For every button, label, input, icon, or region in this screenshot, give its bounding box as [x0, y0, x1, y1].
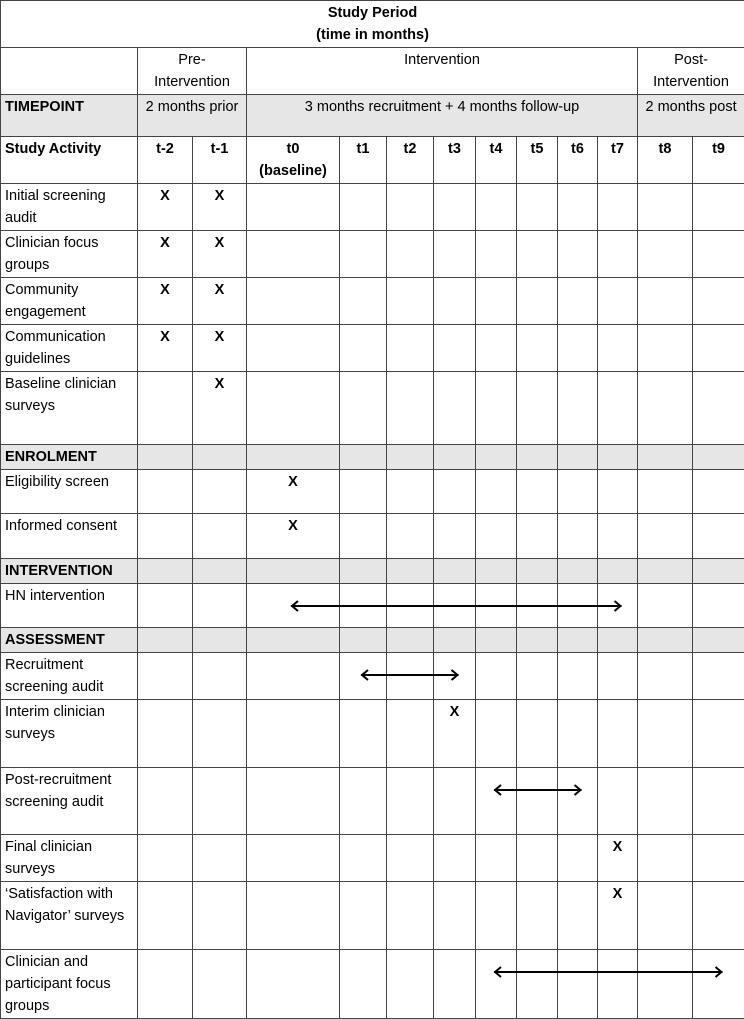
empty-cell [598, 653, 638, 700]
activity-row [1, 768, 744, 835]
column-header-row [1, 137, 744, 184]
empty-cell [517, 231, 558, 278]
activity-label [1, 514, 138, 559]
column-header-t6: t6 [558, 137, 598, 184]
empty-cell [476, 835, 517, 882]
empty-cell [138, 653, 193, 700]
empty-cell [193, 835, 247, 882]
timepoint-row [1, 95, 744, 137]
empty-cell [517, 470, 558, 514]
empty-cell [476, 372, 517, 445]
empty-cell [517, 653, 558, 700]
empty-cell [434, 835, 476, 882]
empty-cell [476, 325, 517, 372]
x-mark: X [598, 882, 638, 950]
activity-row [1, 470, 744, 514]
empty-cell [434, 514, 476, 559]
x-mark: X [138, 184, 193, 231]
empty-cell [387, 584, 434, 628]
activity-row [1, 184, 744, 231]
empty-cell [517, 372, 558, 445]
empty-cell [638, 653, 693, 700]
activity-label [1, 835, 138, 882]
empty-cell [340, 231, 387, 278]
empty-cell [598, 584, 638, 628]
activity-text: Baseline clinician surveys [5, 376, 116, 414]
empty-cell [340, 278, 387, 325]
empty-cell [638, 835, 693, 882]
empty-cell [193, 584, 247, 628]
empty-cell [387, 950, 434, 1019]
phase-row [1, 48, 744, 95]
section-cell [340, 445, 387, 470]
x-mark: X [138, 231, 193, 278]
column-header-t1: t1 [340, 137, 387, 184]
x-mark: X [434, 700, 476, 768]
column-header-t0: t0 (baseline) [247, 137, 340, 184]
section-cell [517, 628, 558, 653]
empty-cell [517, 184, 558, 231]
empty-cell [598, 372, 638, 445]
empty-cell [693, 325, 744, 372]
activity-label [1, 768, 138, 835]
empty-cell [247, 278, 340, 325]
empty-cell [138, 584, 193, 628]
empty-cell [558, 184, 598, 231]
empty-cell [638, 768, 693, 835]
activity-text: Clinician and participant focus groups [5, 954, 111, 1014]
activity-text: HN intervention [5, 588, 105, 604]
activity-label [1, 700, 138, 768]
section-label: ASSESSMENT [1, 628, 138, 653]
empty-cell [476, 514, 517, 559]
section-cell [434, 445, 476, 470]
timepoint-label: TIMEPOINT [1, 95, 138, 137]
section-cell [476, 628, 517, 653]
activity-text: Communication guidelines [5, 329, 106, 367]
empty-cell [247, 700, 340, 768]
empty-cell [340, 325, 387, 372]
section-cell [558, 445, 598, 470]
section-cell [434, 559, 476, 584]
empty-cell [693, 372, 744, 445]
column-header-t5: t5 [517, 137, 558, 184]
column-header-t7: t7 [598, 137, 638, 184]
empty-cell [434, 325, 476, 372]
empty-cell [558, 768, 598, 835]
activity-row [1, 835, 744, 882]
empty-cell [638, 184, 693, 231]
empty-cell [247, 882, 340, 950]
activity-label [1, 584, 138, 628]
section-cell [693, 628, 744, 653]
empty-cell [517, 700, 558, 768]
empty-cell [434, 372, 476, 445]
empty-cell [558, 700, 598, 768]
phase-post: Post-Intervention [638, 48, 744, 95]
empty-cell [138, 372, 193, 445]
section-cell [247, 628, 340, 653]
section-cell [476, 559, 517, 584]
activity-label [1, 278, 138, 325]
empty-cell [247, 584, 340, 628]
activity-label [1, 372, 138, 445]
section-cell [476, 445, 517, 470]
empty-cell [434, 950, 476, 1019]
activity-text: Clinician focus groups [5, 235, 99, 273]
empty-cell [434, 231, 476, 278]
x-mark: X [598, 835, 638, 882]
empty-cell [387, 882, 434, 950]
column-header-t-2: t-2 [138, 137, 193, 184]
activity-text: Eligibility screen [5, 474, 109, 490]
section-cell [193, 445, 247, 470]
empty-cell [434, 768, 476, 835]
empty-cell [693, 950, 744, 1019]
empty-cell [387, 835, 434, 882]
x-mark: X [193, 278, 247, 325]
section-row [1, 628, 744, 653]
section-cell [340, 628, 387, 653]
x-mark: X [247, 514, 340, 559]
section-cell [193, 559, 247, 584]
column-header-t9: t9 [693, 137, 744, 184]
empty-cell [476, 231, 517, 278]
empty-cell [138, 835, 193, 882]
empty-cell [693, 278, 744, 325]
empty-cell [598, 325, 638, 372]
empty-cell [598, 470, 638, 514]
empty-cell [517, 325, 558, 372]
title-row [1, 1, 744, 48]
empty-cell [193, 882, 247, 950]
empty-cell [387, 768, 434, 835]
empty-cell [693, 184, 744, 231]
empty-cell [387, 325, 434, 372]
column-header-t3: t3 [434, 137, 476, 184]
empty-cell [340, 950, 387, 1019]
section-cell [598, 559, 638, 584]
activity-text: Informed consent [5, 518, 117, 534]
column-header-t-1: t-1 [193, 137, 247, 184]
x-mark: X [193, 325, 247, 372]
empty-cell [598, 231, 638, 278]
empty-cell [193, 950, 247, 1019]
empty-cell [193, 653, 247, 700]
column-header-t8: t8 [638, 137, 693, 184]
empty-cell [434, 470, 476, 514]
section-label: INTERVENTION [1, 559, 138, 584]
section-cell [517, 559, 558, 584]
section-cell [434, 628, 476, 653]
timepoint-post: 2 months post [638, 95, 744, 137]
column-header-t4: t4 [476, 137, 517, 184]
empty-cell [340, 470, 387, 514]
empty-cell [138, 950, 193, 1019]
empty-cell [638, 470, 693, 514]
activity-label [1, 470, 138, 514]
timepoint-intervention: 3 months recruitment + 4 months follow-up [247, 95, 638, 137]
empty-cell [693, 470, 744, 514]
activity-row [1, 950, 744, 1019]
empty-cell [387, 470, 434, 514]
empty-cell [340, 882, 387, 950]
empty-cell [558, 278, 598, 325]
title-line2: (time in months) [316, 27, 429, 43]
empty-cell [558, 653, 598, 700]
section-cell [598, 628, 638, 653]
column-header-t2: t2 [387, 137, 434, 184]
empty-cell [247, 184, 340, 231]
activity-label [1, 653, 138, 700]
empty-cell [387, 514, 434, 559]
empty-cell [247, 325, 340, 372]
activity-row [1, 372, 744, 445]
empty-cell [476, 653, 517, 700]
empty-cell [598, 700, 638, 768]
section-row [1, 445, 744, 470]
activity-row [1, 231, 744, 278]
empty-cell [558, 325, 598, 372]
empty-cell [476, 470, 517, 514]
section-cell [247, 559, 340, 584]
empty-cell [476, 584, 517, 628]
study-activity-header: Study Activity [1, 137, 138, 184]
empty-cell [598, 768, 638, 835]
phase-empty-cell [1, 48, 138, 95]
empty-cell [387, 700, 434, 768]
empty-cell [247, 835, 340, 882]
empty-cell [340, 372, 387, 445]
empty-cell [693, 584, 744, 628]
x-mark: X [193, 184, 247, 231]
empty-cell [638, 278, 693, 325]
section-cell [340, 559, 387, 584]
section-cell [247, 445, 340, 470]
empty-cell [340, 184, 387, 231]
empty-cell [138, 514, 193, 559]
empty-cell [247, 653, 340, 700]
empty-cell [598, 950, 638, 1019]
activity-text: Post-recruitment screening audit [5, 772, 111, 810]
timepoint-pre: 2 months prior [138, 95, 247, 137]
empty-cell [138, 768, 193, 835]
activity-row [1, 584, 744, 628]
activity-text: Final clinician surveys [5, 839, 92, 877]
empty-cell [138, 700, 193, 768]
section-cell [558, 628, 598, 653]
phase-pre: Pre-Intervention [138, 48, 247, 95]
empty-cell [434, 584, 476, 628]
empty-cell [247, 950, 340, 1019]
empty-cell [434, 882, 476, 950]
empty-cell [387, 231, 434, 278]
section-cell [387, 559, 434, 584]
empty-cell [638, 700, 693, 768]
section-cell [387, 445, 434, 470]
empty-cell [340, 514, 387, 559]
activity-row [1, 278, 744, 325]
empty-cell [638, 584, 693, 628]
empty-cell [476, 768, 517, 835]
section-cell [138, 559, 193, 584]
empty-cell [340, 584, 387, 628]
empty-cell [517, 835, 558, 882]
empty-cell [638, 950, 693, 1019]
empty-cell [517, 950, 558, 1019]
empty-cell [558, 950, 598, 1019]
activity-label [1, 882, 138, 950]
empty-cell [138, 470, 193, 514]
empty-cell [598, 184, 638, 231]
empty-cell [387, 372, 434, 445]
empty-cell [558, 882, 598, 950]
empty-cell [340, 700, 387, 768]
empty-cell [193, 700, 247, 768]
empty-cell [193, 768, 247, 835]
section-label: ENROLMENT [1, 445, 138, 470]
empty-cell [476, 184, 517, 231]
activity-row [1, 325, 744, 372]
activity-text: Interim clinician surveys [5, 704, 105, 742]
section-cell [193, 628, 247, 653]
study-period-title [1, 1, 744, 48]
x-mark: X [247, 470, 340, 514]
empty-cell [247, 768, 340, 835]
section-cell [638, 628, 693, 653]
activity-label [1, 325, 138, 372]
empty-cell [340, 653, 387, 700]
empty-cell [340, 835, 387, 882]
empty-cell [340, 768, 387, 835]
section-cell [638, 445, 693, 470]
empty-cell [693, 882, 744, 950]
activity-text: Initial screening audit [5, 188, 106, 226]
section-cell [598, 445, 638, 470]
empty-cell [558, 470, 598, 514]
activity-row [1, 700, 744, 768]
section-cell [138, 628, 193, 653]
section-cell [693, 445, 744, 470]
x-mark: X [193, 372, 247, 445]
phase-intervention: Intervention [247, 48, 638, 95]
activity-row [1, 514, 744, 559]
empty-cell [693, 835, 744, 882]
empty-cell [517, 514, 558, 559]
empty-cell [517, 278, 558, 325]
empty-cell [434, 184, 476, 231]
title-line1: Study Period [328, 5, 417, 21]
empty-cell [598, 278, 638, 325]
section-cell [558, 559, 598, 584]
empty-cell [638, 514, 693, 559]
empty-cell [558, 372, 598, 445]
empty-cell [476, 882, 517, 950]
empty-cell [476, 278, 517, 325]
section-cell [517, 445, 558, 470]
empty-cell [638, 882, 693, 950]
empty-cell [387, 184, 434, 231]
empty-cell [517, 584, 558, 628]
x-mark: X [193, 231, 247, 278]
activity-label [1, 184, 138, 231]
x-mark: X [138, 325, 193, 372]
section-cell [138, 445, 193, 470]
activity-row [1, 882, 744, 950]
empty-cell [693, 653, 744, 700]
empty-cell [434, 278, 476, 325]
section-cell [693, 559, 744, 584]
empty-cell [693, 514, 744, 559]
empty-cell [387, 278, 434, 325]
empty-cell [598, 514, 638, 559]
activity-text: Community engagement [5, 282, 86, 320]
empty-cell [247, 231, 340, 278]
empty-cell [693, 768, 744, 835]
empty-cell [558, 514, 598, 559]
empty-cell [387, 653, 434, 700]
empty-cell [193, 514, 247, 559]
empty-cell [434, 653, 476, 700]
empty-cell [638, 372, 693, 445]
empty-cell [138, 882, 193, 950]
empty-cell [193, 470, 247, 514]
empty-cell [693, 700, 744, 768]
empty-cell [517, 882, 558, 950]
empty-cell [558, 231, 598, 278]
empty-cell [476, 950, 517, 1019]
x-mark: X [138, 278, 193, 325]
activity-text: Recruitment screening audit [5, 657, 103, 695]
empty-cell [693, 231, 744, 278]
empty-cell [558, 584, 598, 628]
empty-cell [638, 231, 693, 278]
section-cell [387, 628, 434, 653]
empty-cell [638, 325, 693, 372]
section-row [1, 559, 744, 584]
activity-label [1, 950, 138, 1019]
empty-cell [247, 372, 340, 445]
empty-cell [476, 700, 517, 768]
activity-label [1, 231, 138, 278]
empty-cell [558, 835, 598, 882]
activity-text: ‘Satisfaction with Navigator’ surveys [5, 886, 124, 924]
section-cell [638, 559, 693, 584]
empty-cell [517, 768, 558, 835]
activity-row [1, 653, 744, 700]
